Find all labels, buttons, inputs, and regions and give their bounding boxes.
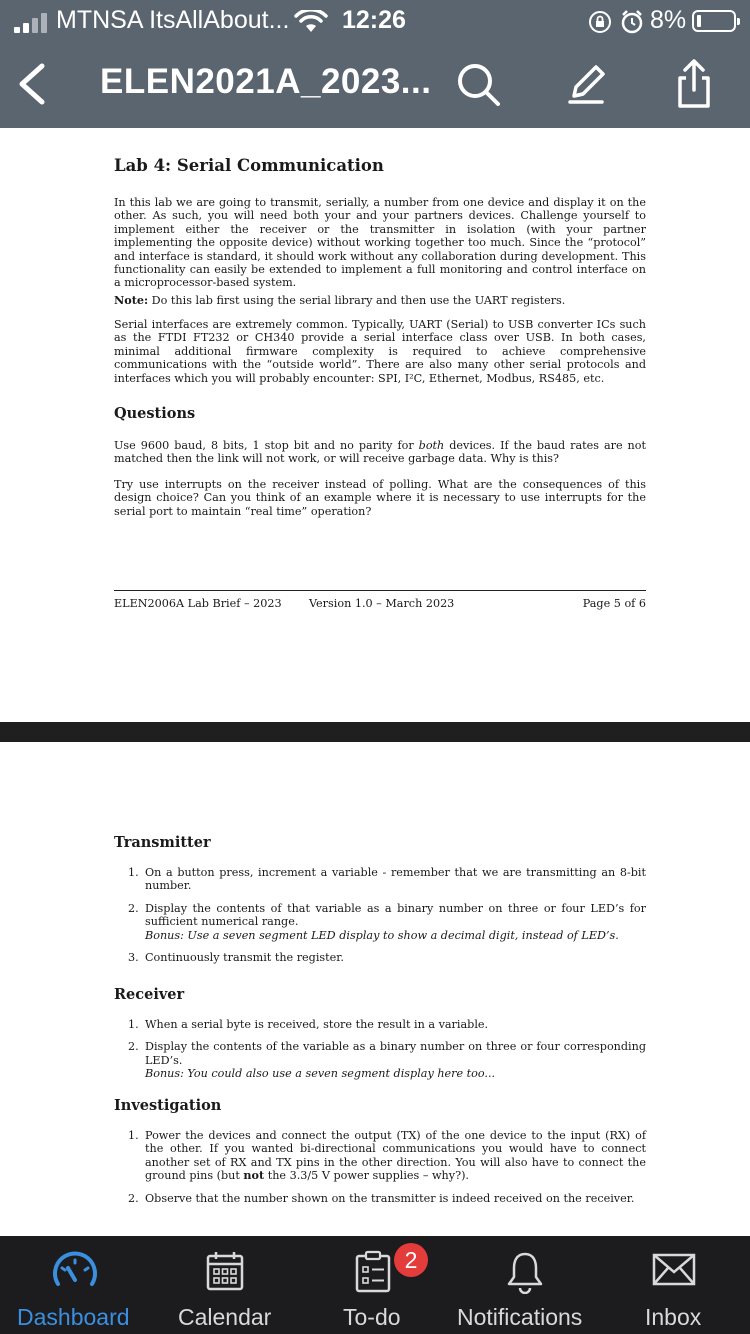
tab-label: Dashboard [17,1304,130,1330]
calendar-icon [205,1250,245,1292]
top-bar [0,0,750,128]
todo-list-icon [354,1250,394,1294]
bottom-tab-bar [0,1236,750,1334]
pdf-page-5 [0,128,750,722]
dashboard-gauge-icon [50,1250,100,1290]
note-label: Note: [114,293,149,307]
investigation-heading: Investigation [114,1097,222,1114]
question-1: Use 9600 baud, 8 bits, 1 stop bit and no parity for both devices. If the baud rates are not matched then the link will not work, or will receive garbage data. Why is this? [114,439,646,466]
footer-page-number: Page 5 of 6 [582,597,646,610]
list-item: 1. Power the devices and connect the output (TX) of the one device to the input (RX) of the other. If you wanted bi-directional communications you would have to connect another set of RX and TX pins in the other direction. You will also have to connect the ground pins (but not the 3.3/5 V power supplies – why?). [128,1129,646,1183]
bonus-text: Bonus: Use a seven segment LED display to show a decimal digit, instead of LED’s. [145,928,619,942]
tab-label: Notifications [457,1304,583,1330]
share-icon[interactable] [668,58,720,110]
todo-count-badge: 2 [394,1243,428,1277]
tab-label: Inbox [645,1304,702,1330]
list-item: 2. Display the contents of the variable as a binary number on three or four corresponding LED’s. Bonus: You could also use a seven segment display here too... [128,1040,646,1081]
footer-rule [114,590,646,591]
list-item: 3. Continuously transmit the register. [128,951,344,965]
note-text: Do this lab first using the serial library and then use the UART registers. [151,294,566,307]
pencil-icon[interactable] [560,58,612,110]
note-paragraph [114,294,646,307]
search-icon[interactable] [452,58,504,110]
pdf-viewer[interactable] [0,128,750,1236]
transmitter-list [114,866,646,973]
list-item: 2. Observe that the number shown on the transmitter is indeed received on the receiver. [128,1191,635,1205]
lab-heading: Lab 4: Serial Communication [114,156,384,175]
footer-version: Version 1.0 – March 2023 [309,597,455,610]
footer-course: ELEN2006A Lab Brief – 2023 [114,597,282,610]
wifi-icon [294,10,328,34]
status-bar [0,0,750,40]
intro-paragraph: In this lab we are going to transmit, serially, a number from one device and display it on the other. As such, you will need both your and your partners devices. Challenge yourself to implement either the receiver or the transmitter in isolation (with your partner implementing the opposite device) without working together too much. Since the “protocol” and interface is standard, it should work without any collaboration during development. This functionality can easily be extended to implement a full monitoring and control interface on a microprocessor-based system. [114,196,646,290]
cellular-signal-icon [14,13,50,33]
serial-paragraph: Serial interfaces are extremely common. Typically, UART (Serial) to USB converter ICs such as the FTDI FT232 or CH340 provide a serial interface class over USB. In both cases, minimal additional firmware complexity is required to achieve comprehensive communications with the “outside world”. There are also many other serial protocols and interfaces which you will probably encounter: SPI, I²C, Ethernet, Modbus, RS485, etc. [114,318,646,385]
list-item: 2. Display the contents of that variable as a binary number on three or four LED’s for sufficient numerical range. Bonus: Use a seven segment LED display to show a decimal digit, instead of LED’s. [128,901,646,942]
alarm-icon [620,9,644,35]
question-2: Try use interrupts on the receiver instead of polling. What are the consequences of this design choice? Can you think of an example where it is necessary to use interrupts for the serial port to maintain “real time” operation? [114,478,646,518]
tab-calendar[interactable] [150,1236,300,1334]
receiver-heading: Receiver [114,986,185,1003]
list-item: 1. When a serial byte is received, store the result in a variable. [128,1018,489,1031]
page-separator [0,722,750,742]
pdf-page-6 [0,742,750,1236]
bell-icon [505,1250,545,1294]
questions-heading: Questions [114,405,196,422]
tab-label: To-do [343,1304,401,1330]
rotation-lock-icon [588,10,612,34]
tab-notifications[interactable] [450,1236,600,1334]
mail-icon [651,1250,697,1288]
investigation-list [114,1129,646,1214]
tab-dashboard[interactable] [0,1236,150,1334]
transmitter-heading: Transmitter [114,834,211,851]
bonus-text: Bonus: You could also use a seven segment display here too... [145,1067,496,1081]
document-title: ELEN2021A_2023... [100,62,432,101]
battery-icon [692,10,736,32]
tab-todo[interactable] [300,1236,450,1334]
nav-bar [0,40,750,128]
status-time: 12:26 [342,6,406,34]
battery-percent: 8% [650,6,687,34]
receiver-list [114,1018,646,1090]
list-item: 1. On a button press, increment a variable - remember that we are transmitting an 8-bit number. [128,866,646,893]
back-chevron-icon[interactable] [10,60,54,108]
tab-inbox[interactable] [600,1236,750,1334]
carrier-name: MTNSA ItsAllAbout... [56,6,290,34]
tab-label: Calendar [178,1304,272,1330]
